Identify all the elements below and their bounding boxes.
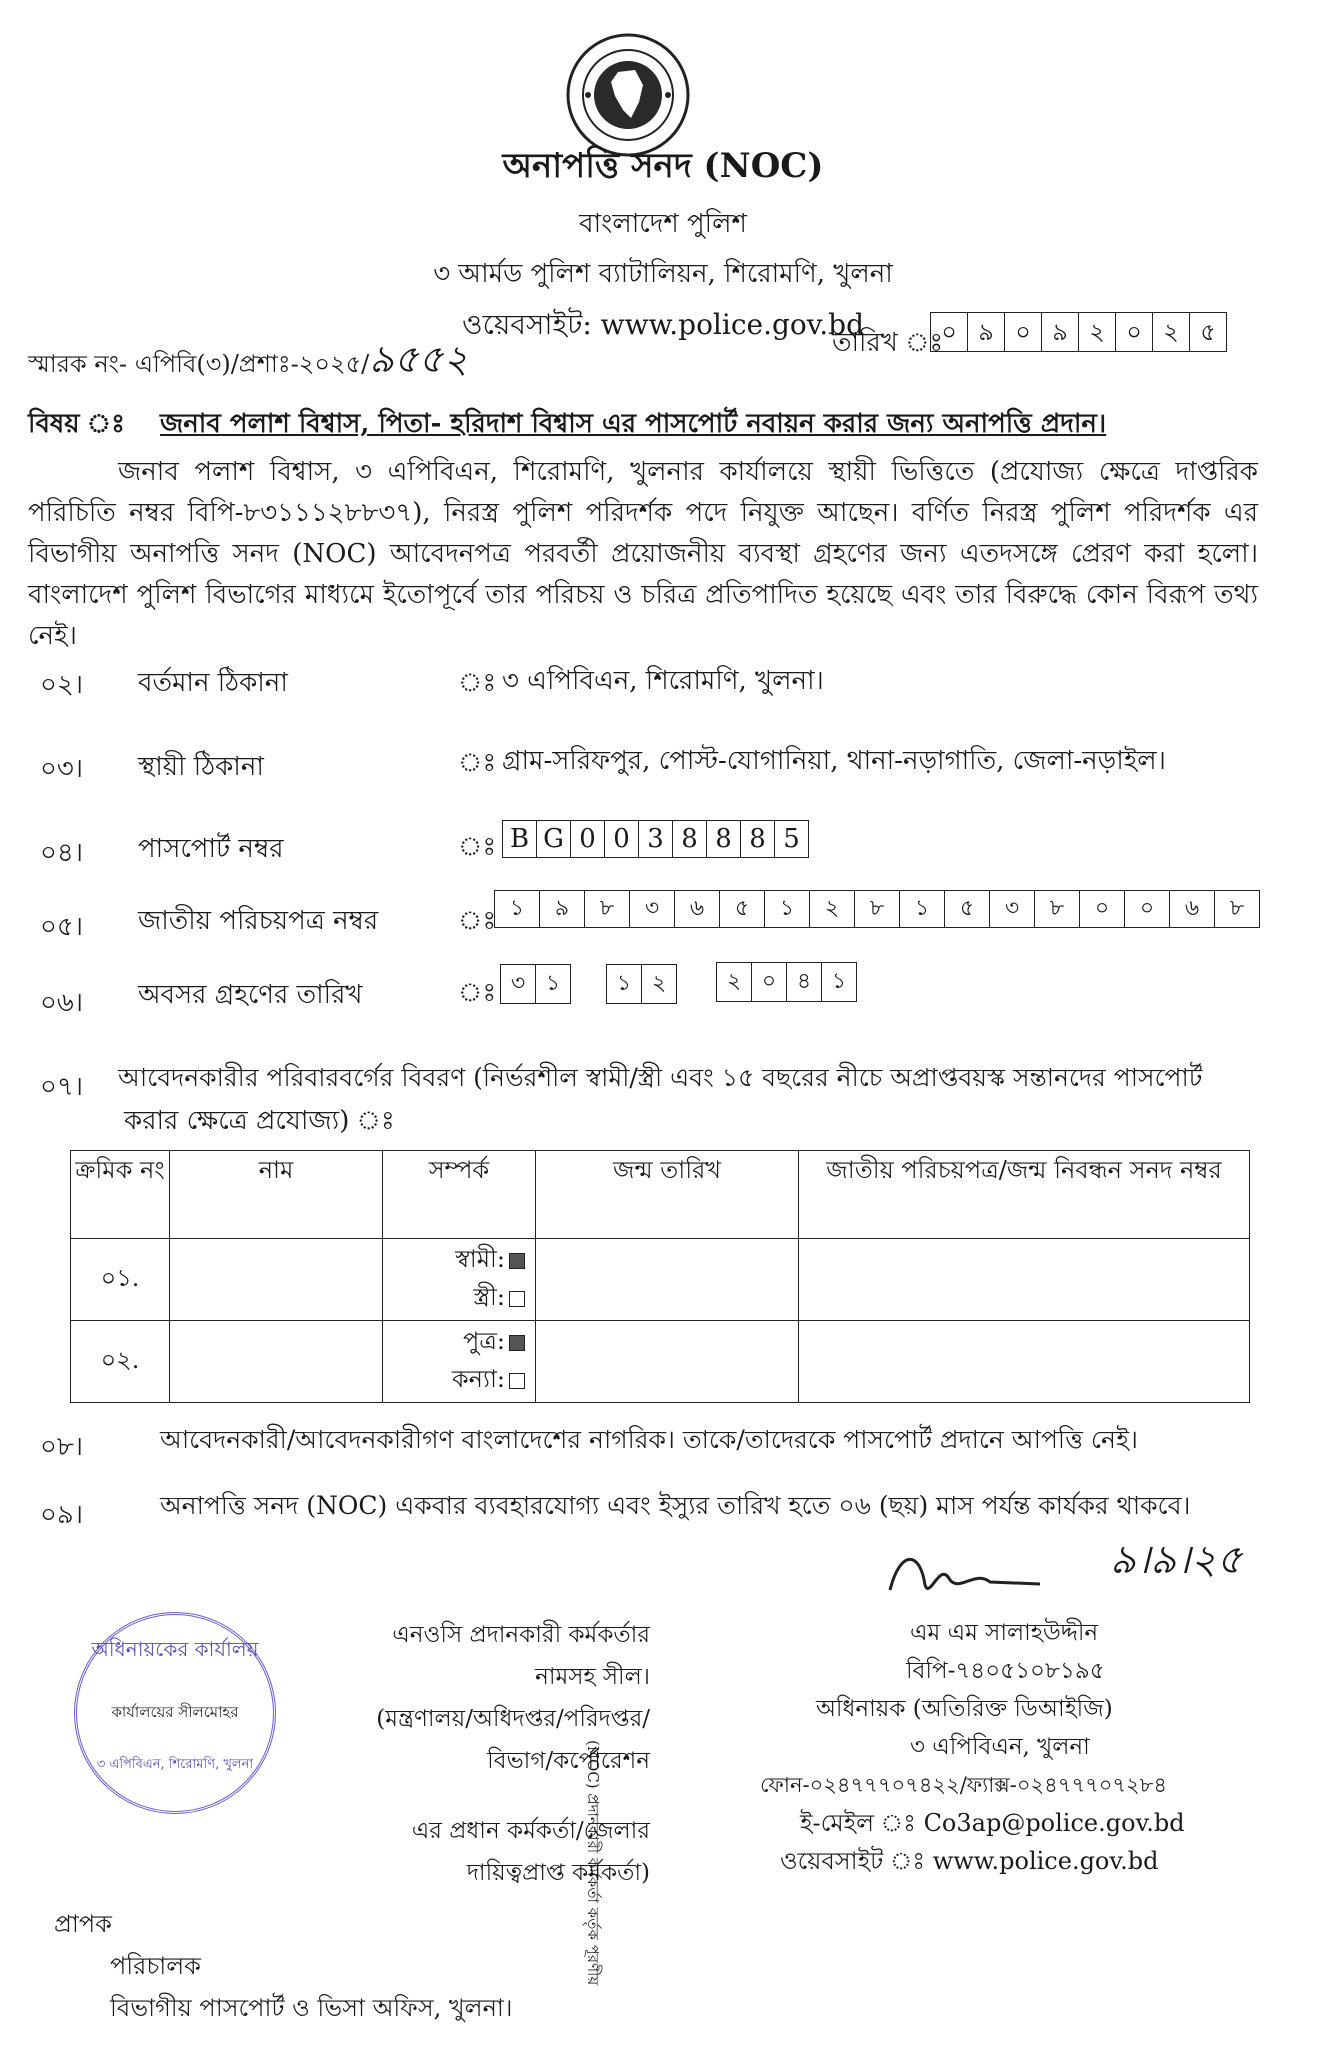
seal-vertical-note: (NOC) প্রদানকারী কর্মকর্তা কর্তৃক পূরণীয় [584,1740,602,1986]
nid-boxes [494,890,1260,928]
signatory-block [760,1614,1260,1880]
row-relation [383,1239,536,1321]
field-num-02: ০২। [40,670,84,700]
signatory-email: ই-মেইল ঃ Co3ap@police.gov.bd [800,1809,1185,1837]
retirement-month-boxes [606,964,677,1004]
table-row [71,1321,1250,1403]
subject-text: জনাব পলাশ বিশ্বাস, পিতা- হরিদাশ বিশ্বাস এর পাসপোর্ট নবায়ন করার জন্য অনাপত্তি প্রদান। [160,409,1107,439]
digit-box: ৩ [990,890,1035,928]
row-id[interactable] [799,1239,1250,1321]
field-num-06: ০৬। [40,988,84,1018]
digit-box: 0 [605,820,639,858]
seal-line-6: দায়িত্বপ্রাপ্ত কর্মকর্তা) [466,1860,650,1886]
recipient-office: বিভাগীয় পাসপোর্ট ও ভিসা অফিস, খুলনা। [110,1994,513,2022]
permanent-address-label: স্থায়ী ঠিকানা [138,752,264,782]
digit-box: 8 [707,820,741,858]
present-address-value: ৩ এপিবিএন, শিরোমণি, খুলনা। [502,666,824,696]
digit-box: ৮ [1035,890,1080,928]
digit-box: ২ [810,890,855,928]
col-relation: সম্পর্ক [383,1151,536,1239]
digit-box: ৫ [1190,312,1227,352]
digit-box: 8 [673,820,707,858]
digit-box: ১ [765,890,810,928]
stamp-bottom-text: ৩ এপিবিএন, শিরোমণি, খুলনা [96,1757,254,1772]
passport-label: পাসপোর্ট নম্বর [138,834,284,864]
signatory-website: ওয়েবসাইট ঃ www.police.gov.bd [780,1847,1159,1875]
col-name: নাম [170,1151,383,1239]
digit-box: ২ [642,964,677,1004]
digit-box: ৮ [585,890,630,928]
digit-box: 3 [639,820,673,858]
relation-daughter-label: কন্যা: [451,1365,505,1393]
daughter-checkbox[interactable] [509,1373,525,1389]
retirement-colon: ঃ [458,978,497,1008]
subject-label: বিষয় ঃ [28,409,125,439]
row-dob[interactable] [536,1239,799,1321]
permanent-address-value: গ্রাম-সরিফপুর, পোস্ট-যোগানিয়া, থানা-নড়াগাতি, জেলা-নড়াইল। [502,746,1166,776]
page-title: অনাপত্তি সনদ (NOC) [502,146,824,186]
field-num-05: ০৫। [40,912,84,942]
signature-date: ৯।৯।২৫ [1110,1537,1243,1583]
digit-box: ৩ [630,890,675,928]
recipient-label: প্রাপক [54,1910,112,1938]
digit-box: ৬ [675,890,720,928]
digit-box: ১ [900,890,945,928]
retirement-label: অবসর গ্রহণের তারিখ [138,980,363,1010]
digit-box: ১ [822,962,857,1002]
unit-name: ৩ আর্মড পুলিশ ব্যাটালিয়ন, শিরোমণি, খুলনা [433,259,893,289]
digit-box: ৫ [945,890,990,928]
digit-box: ১ [494,890,540,928]
field-num-07: ০৭। [40,1072,84,1102]
memo-label: স্মারক নং- এপিবি(৩)/প্রশাঃ-২০২৫/ [28,350,370,378]
present-address-colon: ঃ [458,668,497,698]
row-dob[interactable] [536,1321,799,1403]
field-num-03: ০৩। [40,754,84,784]
seal-line-4: বিভাগ/কর্পোরেশন [487,1748,650,1774]
row-name[interactable] [170,1321,383,1403]
husband-checkbox[interactable] [509,1253,525,1269]
clause-08-text: আবেদনকারী/আবেদনকারীগণ বাংলাদেশের নাগরিক। তাকে/তাদেরকে পাসপোর্ট প্রদানে আপত্তি নেই। [160,1425,1138,1454]
stamp-top-text: অধিনায়কের কার্যালয় [91,1637,259,1661]
digit-box: ৯ [1042,312,1079,352]
stamp-inner-text: কার্যালয়ের সীলমোহর [111,1703,239,1721]
present-address-label: বর্তমান ঠিকানা [138,668,288,698]
passport-colon: ঃ [458,832,497,862]
digit-box: ০ [1005,312,1042,352]
field-num-09: ০৯। [40,1500,84,1530]
digit-box: ২ [1079,312,1116,352]
family-intro-line2: করার ক্ষেত্রে প্রযোজ্য) ঃ [124,1106,395,1136]
son-checkbox[interactable] [509,1335,525,1351]
digit-box: ০ [930,312,968,352]
retirement-year-boxes [716,962,857,1002]
digit-box: ০ [1080,890,1125,928]
digit-box: ১ [536,964,571,1004]
signatory-unit: ৩ এপিবিএন, খুলনা [910,1734,1090,1760]
digit-box: ০ [1116,312,1153,352]
retirement-day-boxes [500,964,571,1004]
row-serial: ০১. [71,1239,170,1321]
digit-box: 8 [741,820,775,858]
table-row [71,1239,1250,1321]
header-website: ওয়েবসাইট: www.police.gov.bd [461,308,865,341]
date-label: তারিখ ঃ [832,328,944,358]
digit-box: ৬ [1170,890,1215,928]
digit-box: ৩ [500,964,536,1004]
digit-box: ৯ [540,890,585,928]
office-stamp [74,1612,276,1814]
col-id: জাতীয় পরিচয়পত্র/জন্ম নিবন্ধন সনদ নম্বর [799,1151,1250,1239]
signature-scribble-icon [880,1530,1050,1610]
relation-husband-label: স্বামী: [455,1245,505,1273]
row-serial: ০২. [71,1321,170,1403]
seal-line-2: নামসহ সীল। [535,1664,650,1690]
digit-box: B [502,820,537,858]
relation-wife-label: স্ত্রী: [473,1283,505,1311]
digit-box: ২ [716,962,752,1002]
field-num-04: ০৪। [40,838,84,868]
signatory-designation: অধিনায়ক (অতিরিক্ত ডিআইজি) [816,1696,1113,1722]
date-boxes [930,312,1227,352]
row-name[interactable] [170,1239,383,1321]
nid-label: জাতীয় পরিচয়পত্র নম্বর [138,906,379,936]
col-serial: ক্রমিক নং [71,1151,170,1239]
digit-box: ০ [752,962,787,1002]
digit-box: ১ [606,964,642,1004]
digit-box: ০ [1125,890,1170,928]
digit-box: ৯ [968,312,1005,352]
row-relation [383,1321,536,1403]
passport-boxes [502,820,809,858]
seal-line-1: এনওসি প্রদানকারী কর্মকর্তার [392,1622,650,1648]
recipient-title: পরিচালক [110,1952,201,1980]
wife-checkbox[interactable] [509,1291,525,1307]
nid-colon: ঃ [458,906,497,936]
subject-line [28,403,1106,447]
signatory-phone: ফোন-০২৪৭৭৭০৭৪২২/ফ্যাক্স-০২৪৭৭৭০৭২৮৪ [760,1773,1167,1797]
signatory-bp: বিপি-৭৪০৫১০৮১৯৫ [906,1658,1105,1684]
digit-box: ৪ [787,962,822,1002]
signatory-name: এম এম সালাহউদ্দীন [910,1620,1099,1646]
seal-line-3: (মন্ত্রণালয়/অধিদপ্তর/পরিদপ্তর/ [376,1706,650,1732]
digit-box: ৮ [1215,890,1260,928]
relation-son-label: পুত্র: [462,1327,505,1355]
digit-box: 5 [775,820,809,858]
seal-line-5: এর প্রধান কর্মকর্তা/জেলার [411,1818,650,1844]
digit-box: ২ [1153,312,1190,352]
family-intro-line1: আবেদনকারীর পরিবারবর্গের বিবরণ (নির্ভরশীল স্বামী/স্ত্রী এবং ১৫ বছরের নীচে অপ্রাপ্তবয়স্ক সন্তানদের পাসপোর্ট [118,1063,1203,1092]
col-dob: জন্ম তারিখ [536,1151,799,1239]
org-name: বাংলাদেশ পুলিশ [579,209,747,239]
body-paragraph: জনাব পলাশ বিশ্বাস, ৩ এপিবিএন, শিরোমণি, খুলনার কার্যালয়ে স্থায়ী ভিত্তিতে (প্রযোজ্য ক্ষেত্রে দাপ্তরিক পরিচিতি নম্বর বিপি-৮৩১১১২৮৮৩৭), নিরস্ত্র পুলিশ পরিদর্শক পদে নিযুক্ত আছেন। বর্ণিত নিরস্ত্র পুলিশ পরিদর্শক এর বিভাগীয় অনাপত্তি সনদ (NOC) আবেদনপত্র পরবর্তী প্রয়োজনীয় ব্যবস্থা গ্রহণের জন্য এতদসঙ্গে প্রেরণ করা হলো। বাংলাদেশ পুলিশ বিভাগের মাধ্যমে ইতোপূর্বে তার পরিচয় ও চরিত্র প্রতিপাদিত হয়েছে এবং তার বিরুদ্ধে কোন বিরূপ তথ্য নেই। [28,457,1258,651]
digit-box: G [537,820,571,858]
field-num-08: ০৮। [40,1432,84,1462]
row-id[interactable] [799,1321,1250,1403]
permanent-address-colon: ঃ [458,748,497,778]
memo-number [28,330,468,394]
clause-09-text: অনাপত্তি সনদ (NOC) একবার ব্যবহারযোগ্য এবং ইস্যুর তারিখ হতে ০৬ (ছয়) মাস পর্যন্ত কার্যকর থাকবে। [160,1491,1191,1520]
memo-handwritten: ৯৫৫২ [369,337,468,381]
family-table [70,1150,1250,1403]
digit-box: ৫ [720,890,765,928]
digit-box: 0 [571,820,605,858]
signature [880,1530,1050,1614]
digit-box: ৮ [855,890,900,928]
